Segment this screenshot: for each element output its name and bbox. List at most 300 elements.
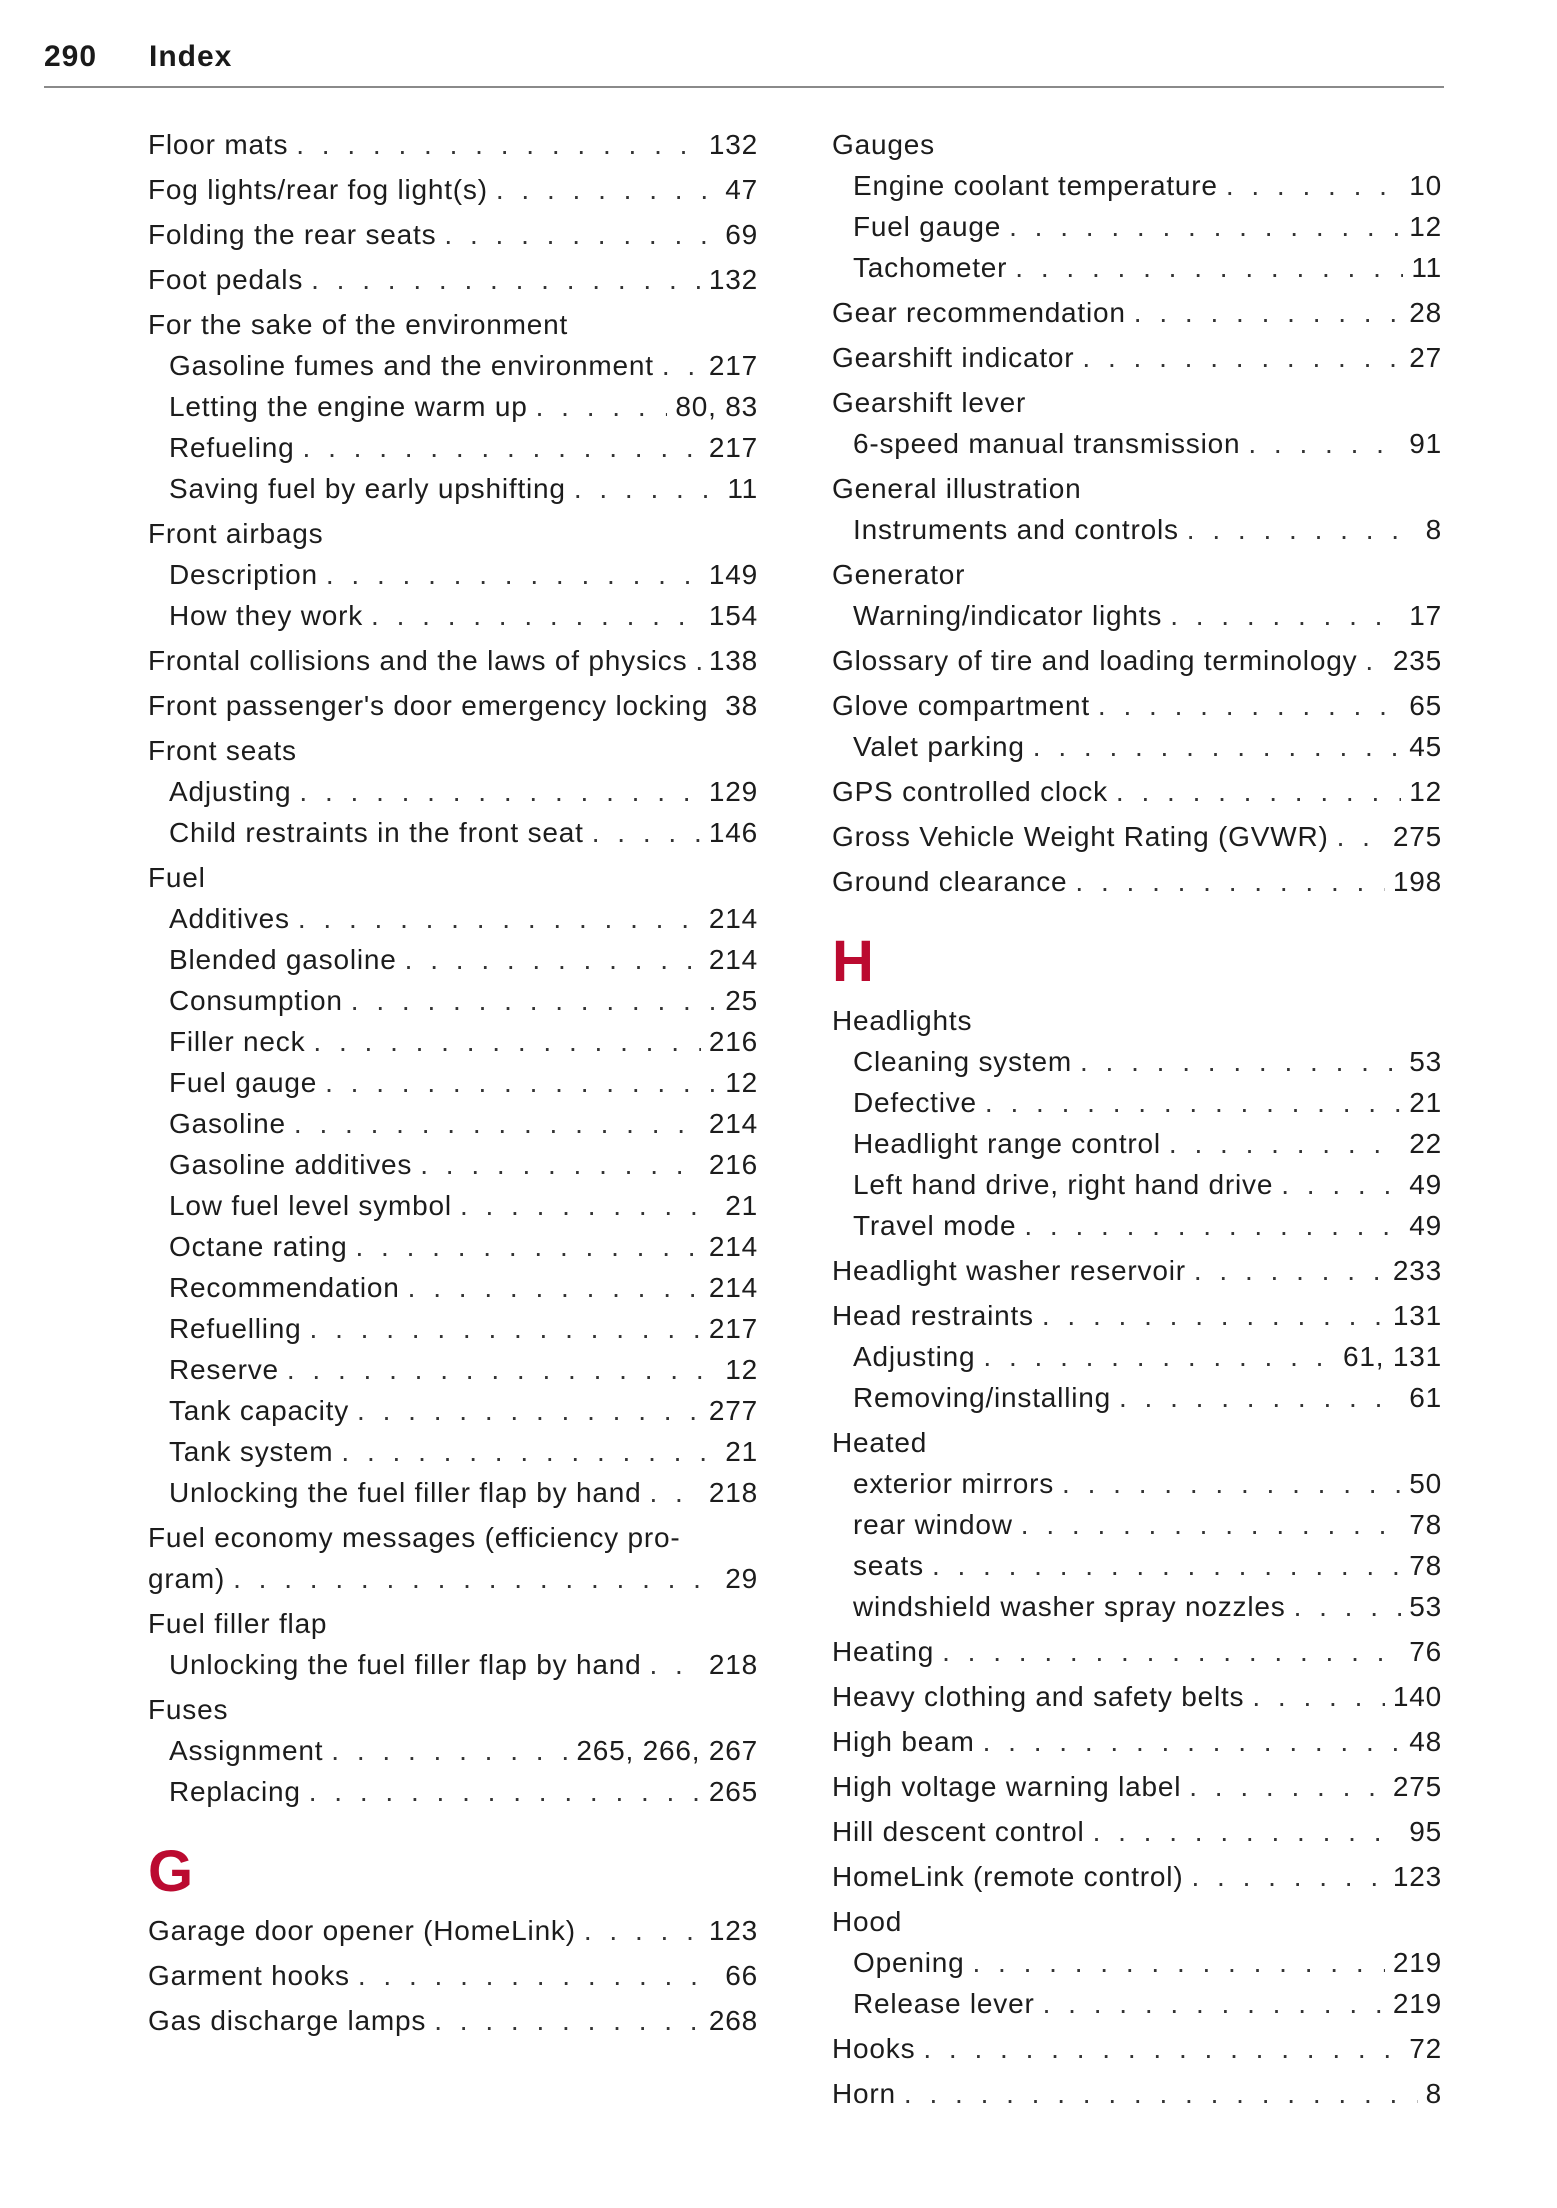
index-subentry [832, 1942, 1442, 1983]
index-page-reference: 216 [708, 1026, 758, 1057]
index-page-reference: 76 [1409, 1636, 1442, 1667]
index-entry-label: Folding the rear seats [148, 219, 437, 250]
index-entry-label: GPS controlled clock [832, 776, 1108, 807]
index-subentry [832, 165, 1442, 206]
index-page-reference: 154 [708, 600, 758, 631]
index-page-reference: 29 [725, 1563, 758, 1594]
dot-leader [649, 1644, 700, 1685]
dot-leader [444, 214, 717, 255]
index-entry [148, 730, 758, 771]
index-entry-label: Glove compartment [832, 690, 1090, 721]
index-entry-label: Headlight range control [853, 1128, 1161, 1159]
index-page-reference: 53 [1409, 1591, 1442, 1622]
index-subentry [148, 468, 758, 509]
index-entry-label: For the sake of the environment [148, 309, 569, 340]
dot-leader [983, 1721, 1402, 1762]
index-page-reference: 217 [708, 432, 758, 463]
index-entry-label: Fuses [148, 1694, 229, 1725]
index-subentry [832, 1123, 1442, 1164]
index-entry-label: Saving fuel by early upshifting [169, 473, 566, 504]
index-page-reference: 216 [708, 1149, 758, 1180]
index-entry-label: Gear recommendation [832, 297, 1126, 328]
index-subentry [832, 1545, 1442, 1586]
index-entry [832, 2073, 1442, 2114]
index-entry [832, 685, 1442, 726]
dot-leader [1194, 1250, 1385, 1291]
index-entry-label: Front airbags [148, 518, 324, 549]
index-subentry [148, 1472, 758, 1513]
dot-leader [326, 554, 701, 595]
index-page-reference: 138 [708, 645, 758, 676]
index-entry-label: Front seats [148, 735, 297, 766]
index-letter-heading: H [832, 929, 874, 994]
dot-leader [1119, 1377, 1401, 1418]
index-subentry [832, 1463, 1442, 1504]
index-page-reference: 21 [725, 1190, 758, 1221]
index-subentry [148, 554, 758, 595]
index-subentry [148, 1144, 758, 1185]
index-entry [832, 816, 1442, 857]
index-page-reference: 265, 266, 267 [576, 1735, 758, 1766]
dot-leader [460, 1185, 717, 1226]
index-page-reference: 49 [1409, 1169, 1442, 1200]
index-entry [832, 640, 1442, 681]
index-page-reference: 95 [1409, 1816, 1442, 1847]
dot-leader [1365, 640, 1385, 681]
index-page-reference: 27 [1409, 342, 1442, 373]
index-page-reference: 21 [725, 1436, 758, 1467]
index-subentry [832, 1983, 1442, 2024]
index-page-reference: 25 [725, 985, 758, 1016]
index-page-reference: 140 [1392, 1681, 1442, 1712]
index-entry-label: Gross Vehicle Weight Rating (GVWR) [832, 821, 1329, 852]
index-page-reference: 198 [1392, 866, 1442, 897]
dot-leader [287, 1349, 717, 1390]
index-entry-label: Adjusting [169, 776, 292, 807]
index-subentry [832, 1082, 1442, 1123]
index-page-reference: 48 [1409, 1726, 1442, 1757]
index-entry [148, 259, 758, 300]
index-entry-label: Gearshift indicator [832, 342, 1075, 373]
dot-leader [1015, 247, 1403, 288]
dot-leader [313, 1021, 700, 1062]
dot-leader [341, 1431, 717, 1472]
index-subentry [148, 1226, 758, 1267]
dot-leader [1080, 1041, 1401, 1082]
index-entry-label: Hill descent control [832, 1816, 1085, 1847]
dot-leader [303, 427, 701, 468]
index-page-reference: 11 [1411, 252, 1442, 283]
dot-leader [1226, 165, 1401, 206]
index-entry-label: Replacing [169, 1776, 301, 1807]
index-entry [148, 1689, 758, 1730]
index-page-reference: 268 [708, 2005, 758, 2036]
dot-leader [331, 1730, 568, 1771]
index-page-reference: 10 [1409, 170, 1442, 201]
index-entry-label: High voltage warning label [832, 1771, 1182, 1802]
index-entry [832, 861, 1442, 902]
index-entry [148, 214, 758, 255]
dot-leader [1294, 1586, 1402, 1627]
index-page-reference: 12 [1409, 211, 1442, 242]
index-entry [832, 1721, 1442, 1762]
index-letter-heading: G [148, 1839, 194, 1904]
index-page-reference: 65 [1409, 690, 1442, 721]
index-entry [832, 1901, 1442, 1942]
index-subentry [832, 1336, 1442, 1377]
dot-leader [420, 1144, 701, 1185]
index-entry [832, 1676, 1442, 1717]
dot-leader [1042, 1295, 1385, 1336]
dot-leader [311, 259, 701, 300]
index-page-reference: 47 [725, 174, 758, 205]
dot-leader [233, 1558, 717, 1599]
index-subentry [148, 898, 758, 939]
index-page-reference: 22 [1409, 1128, 1442, 1159]
dot-leader [1248, 423, 1401, 464]
dot-leader [592, 812, 701, 853]
dot-leader [972, 1942, 1384, 1983]
index-entry [148, 857, 758, 898]
index-page-reference: 123 [1392, 1861, 1442, 1892]
index-entry-label: Fuel filler flap [148, 1608, 328, 1639]
index-entry-label: Cleaning system [853, 1046, 1072, 1077]
index-entry [148, 685, 758, 726]
dot-leader [357, 1390, 701, 1431]
index-entry [148, 513, 758, 554]
index-page-reference: 214 [708, 1108, 758, 1139]
index-subentry [832, 1504, 1442, 1545]
index-entry [148, 124, 758, 165]
index-page-reference: 275 [1392, 1771, 1442, 1802]
index-page-reference: 132 [708, 129, 758, 160]
dot-leader [408, 1267, 701, 1308]
index-entry-label: Filler neck [169, 1026, 306, 1057]
index-entry [832, 382, 1442, 423]
dot-leader [649, 1472, 700, 1513]
index-subentry [832, 1041, 1442, 1082]
index-subentry [148, 1644, 758, 1685]
index-entry-label: High beam [832, 1726, 975, 1757]
index-entry-label: General illustration [832, 473, 1082, 504]
index-page-reference: 17 [1409, 600, 1442, 631]
index-entry-label: Opening [853, 1947, 965, 1978]
dot-leader [356, 1226, 701, 1267]
index-entry-label: Fuel gauge [169, 1067, 318, 1098]
index-entry-label: Travel mode [853, 1210, 1017, 1241]
dot-leader [574, 468, 720, 509]
index-subentry [832, 1205, 1442, 1246]
index-subentry [148, 1103, 758, 1144]
dot-leader [298, 898, 701, 939]
dot-leader [1189, 1766, 1385, 1807]
index-subentry [148, 1062, 758, 1103]
dot-leader [1170, 595, 1401, 636]
index-entry [832, 1295, 1442, 1336]
index-subentry [148, 1390, 758, 1431]
index-page-reference: 61 [1409, 1382, 1442, 1413]
index-page-reference: 235 [1392, 645, 1442, 676]
index-entry-label: Hooks [832, 2033, 916, 2064]
index-page-reference: 265 [708, 1776, 758, 1807]
index-subentry [148, 1308, 758, 1349]
index-entry [832, 292, 1442, 333]
index-subentry [832, 247, 1442, 288]
dot-leader [299, 771, 700, 812]
index-page-reference: 275 [1392, 821, 1442, 852]
index-page-reference: 217 [708, 1313, 758, 1344]
index-entry-label: Valet parking [853, 731, 1025, 762]
index-entry-label: Headlight washer reservoir [832, 1255, 1186, 1286]
index-page-reference: 129 [708, 776, 758, 807]
dot-leader [1134, 292, 1401, 333]
index-entry-label: Garment hooks [148, 1960, 350, 1991]
dot-leader [434, 2000, 701, 2041]
index-entry-label: Gas discharge lamps [148, 2005, 427, 2036]
dot-leader [536, 386, 668, 427]
dot-leader [716, 685, 717, 726]
index-page-reference: 61, 131 [1342, 1341, 1442, 1372]
index-entry-label: windshield washer spray nozzles [853, 1591, 1286, 1622]
index-entry-label: Front passenger's door emergency locking [148, 690, 709, 721]
index-entry-label: Consumption [169, 985, 343, 1016]
index-page-reference: 49 [1409, 1210, 1442, 1241]
index-entry-label: Tachometer [853, 252, 1008, 283]
index-page-reference: 123 [708, 1915, 758, 1946]
index-page-reference: 149 [708, 559, 758, 590]
dot-leader [1033, 726, 1401, 767]
index-entry [832, 1250, 1442, 1291]
index-subentry [148, 595, 758, 636]
dot-leader [496, 169, 717, 210]
page-title: Index [149, 40, 233, 73]
index-page-reference: 219 [1392, 1947, 1442, 1978]
index-entry-label: Release lever [853, 1988, 1035, 2019]
index-page-reference: 38 [725, 690, 758, 721]
dot-leader [1187, 509, 1418, 550]
dot-leader [371, 595, 701, 636]
index-entry-label: Defective [853, 1087, 977, 1118]
index-subentry [832, 1586, 1442, 1627]
index-entry-label: Engine coolant temperature [853, 170, 1218, 201]
index-entry-label: Low fuel level symbol [169, 1190, 452, 1221]
index-entry-label: Foot pedals [148, 264, 304, 295]
index-entry [148, 1910, 758, 1951]
index-entry-label: Gearshift lever [832, 387, 1027, 418]
dot-leader [358, 1955, 717, 1996]
index-page-reference: 218 [708, 1649, 758, 1680]
index-page-reference: 233 [1392, 1255, 1442, 1286]
index-entry-label: Recommendation [169, 1272, 400, 1303]
index-entry-label: Child restraints in the front seat [169, 817, 584, 848]
index-subentry [148, 1021, 758, 1062]
dot-leader [1024, 1205, 1401, 1246]
index-page-reference: 69 [725, 219, 758, 250]
index-subentry [832, 726, 1442, 767]
index-entry-label: Instruments and controls [853, 514, 1179, 545]
index-subentry [148, 345, 758, 386]
index-page-reference: 214 [708, 1231, 758, 1262]
dot-leader [405, 939, 701, 980]
index-page-reference: 12 [1409, 776, 1442, 807]
index-entry-label: Frontal collisions and the laws of physics [148, 645, 688, 676]
dot-leader [294, 1103, 701, 1144]
index-page-reference: 8 [1425, 2078, 1442, 2109]
index-entry [832, 1631, 1442, 1672]
dot-leader [1116, 771, 1401, 812]
index-subentry [148, 1267, 758, 1308]
index-page-reference: 8 [1425, 514, 1442, 545]
index-subentry [148, 980, 758, 1021]
page-header [44, 40, 1444, 88]
dot-leader [296, 124, 701, 165]
index-subentry [148, 1431, 758, 1472]
dot-leader [983, 1336, 1335, 1377]
dot-leader [1062, 1463, 1401, 1504]
index-entry-label: Gasoline [169, 1108, 286, 1139]
index-entry-label: Heated [832, 1427, 928, 1458]
index-page-reference: 78 [1409, 1509, 1442, 1540]
index-entry-label: Blended gasoline [169, 944, 397, 975]
dot-leader [584, 1910, 701, 1951]
index-entry-label: Removing/installing [853, 1382, 1111, 1413]
index-entry-label: Refueling [169, 432, 295, 463]
index-subentry [832, 595, 1442, 636]
index-entry [832, 1856, 1442, 1897]
index-entry [148, 169, 758, 210]
index-entry-label: Fuel economy messages (efficiency pro- [148, 1522, 681, 1553]
index-page-reference: 45 [1409, 731, 1442, 762]
dot-leader [325, 1062, 717, 1103]
index-entry-label: Heavy clothing and safety belts [832, 1681, 1245, 1712]
dot-leader [904, 2073, 1418, 2114]
index-entry-label: Adjusting [853, 1341, 976, 1372]
dot-leader [309, 1771, 701, 1812]
dot-leader [1252, 1676, 1385, 1717]
index-entry-label: Gasoline additives [169, 1149, 413, 1180]
dot-leader [1281, 1164, 1401, 1205]
index-subentry [148, 1349, 758, 1390]
dot-leader [932, 1545, 1401, 1586]
index-entry-label: Glossary of tire and loading terminology [832, 645, 1358, 676]
index-subentry [148, 427, 758, 468]
index-page-reference: 277 [708, 1395, 758, 1426]
index-page-reference: 132 [708, 264, 758, 295]
dot-leader [1337, 816, 1385, 857]
index-entry [832, 124, 1442, 165]
index-page-reference: 12 [725, 1354, 758, 1385]
index-subentry [148, 812, 758, 853]
index-entry [148, 304, 758, 345]
index-subentry [832, 509, 1442, 550]
index-entry-label: Heating [832, 1636, 935, 1667]
index-entry-label: gram) [148, 1563, 226, 1594]
index-page-reference: 217 [708, 350, 758, 381]
index-entry-label: Reserve [169, 1354, 279, 1385]
dot-leader [695, 640, 700, 681]
dot-leader [1169, 1123, 1401, 1164]
index-entry-label: 6-speed manual transmission [853, 428, 1241, 459]
index-subentry [148, 1730, 758, 1771]
index-entry-label: Fog lights/rear fog light(s) [148, 174, 488, 205]
index-subentry [148, 386, 758, 427]
index-entry-label: Generator [832, 559, 966, 590]
index-entry-label: Ground clearance [832, 866, 1068, 897]
index-entry [832, 2028, 1442, 2069]
index-entry-label: Head restraints [832, 1300, 1034, 1331]
index-page-reference: 214 [708, 944, 758, 975]
index-subentry [832, 423, 1442, 464]
index-entry [832, 337, 1442, 378]
index-subentry [832, 1164, 1442, 1205]
dot-leader [923, 2028, 1401, 2069]
index-entry-label: Additives [169, 903, 290, 934]
index-page-reference: 146 [708, 817, 758, 848]
index-page-reference: 131 [1392, 1300, 1442, 1331]
index-entry-label: Tank capacity [169, 1395, 350, 1426]
index-entry-label: Fuel [148, 862, 206, 893]
index-entry-label: Unlocking the fuel filler flap by hand [169, 1649, 642, 1680]
index-column-left [148, 120, 758, 2041]
index-entry-label: HomeLink (remote control) [832, 1861, 1184, 1892]
index-entry-label: Octane rating [169, 1231, 348, 1262]
index-page-reference: 80, 83 [675, 391, 758, 422]
index-entry-label: Floor mats [148, 129, 289, 160]
index-entry [148, 2000, 758, 2041]
index-entry [832, 468, 1442, 509]
page-number: 290 [44, 40, 98, 73]
index-entry-label: Gauges [832, 129, 935, 160]
index-entry-label: Garage door opener (HomeLink) [148, 1915, 576, 1946]
index-entry-label: Tank system [169, 1436, 334, 1467]
index-page-reference: 53 [1409, 1046, 1442, 1077]
index-entry-label: Headlights [832, 1005, 973, 1036]
dot-leader [1098, 685, 1401, 726]
index-page-reference: 11 [727, 473, 758, 504]
index-page-reference: 219 [1392, 1988, 1442, 2019]
index-entry [832, 1766, 1442, 1807]
index-subentry [148, 1185, 758, 1226]
index-subentry [148, 771, 758, 812]
index-page-reference: 214 [708, 1272, 758, 1303]
index-page-reference: 66 [725, 1960, 758, 1991]
dot-leader [1191, 1856, 1384, 1897]
index-entry-label: Hood [832, 1906, 903, 1937]
dot-leader [1009, 206, 1401, 247]
index-subentry [148, 939, 758, 980]
index-page-reference: 214 [708, 903, 758, 934]
index-entry-label: Unlocking the fuel filler flap by hand [169, 1477, 642, 1508]
index-entry [148, 1603, 758, 1644]
index-entry-label: Warning/indicator lights [853, 600, 1163, 631]
dot-leader [942, 1631, 1401, 1672]
index-entry-label: Description [169, 559, 318, 590]
index-entry [832, 554, 1442, 595]
index-page-reference: 50 [1409, 1468, 1442, 1499]
index-entry-label: Horn [832, 2078, 896, 2109]
index-entry-label: seats [853, 1550, 924, 1581]
index-entry-label: How they work [169, 600, 364, 631]
dot-leader [1093, 1811, 1402, 1852]
index-entry [832, 1811, 1442, 1852]
index-entry-label: Assignment [169, 1735, 324, 1766]
dot-leader [1075, 861, 1384, 902]
index-page-reference: 12 [725, 1067, 758, 1098]
index-page-reference: 72 [1409, 2033, 1442, 2064]
index-entry-label: exterior mirrors [853, 1468, 1055, 1499]
dot-leader [1021, 1504, 1401, 1545]
index-page-reference: 28 [1409, 297, 1442, 328]
